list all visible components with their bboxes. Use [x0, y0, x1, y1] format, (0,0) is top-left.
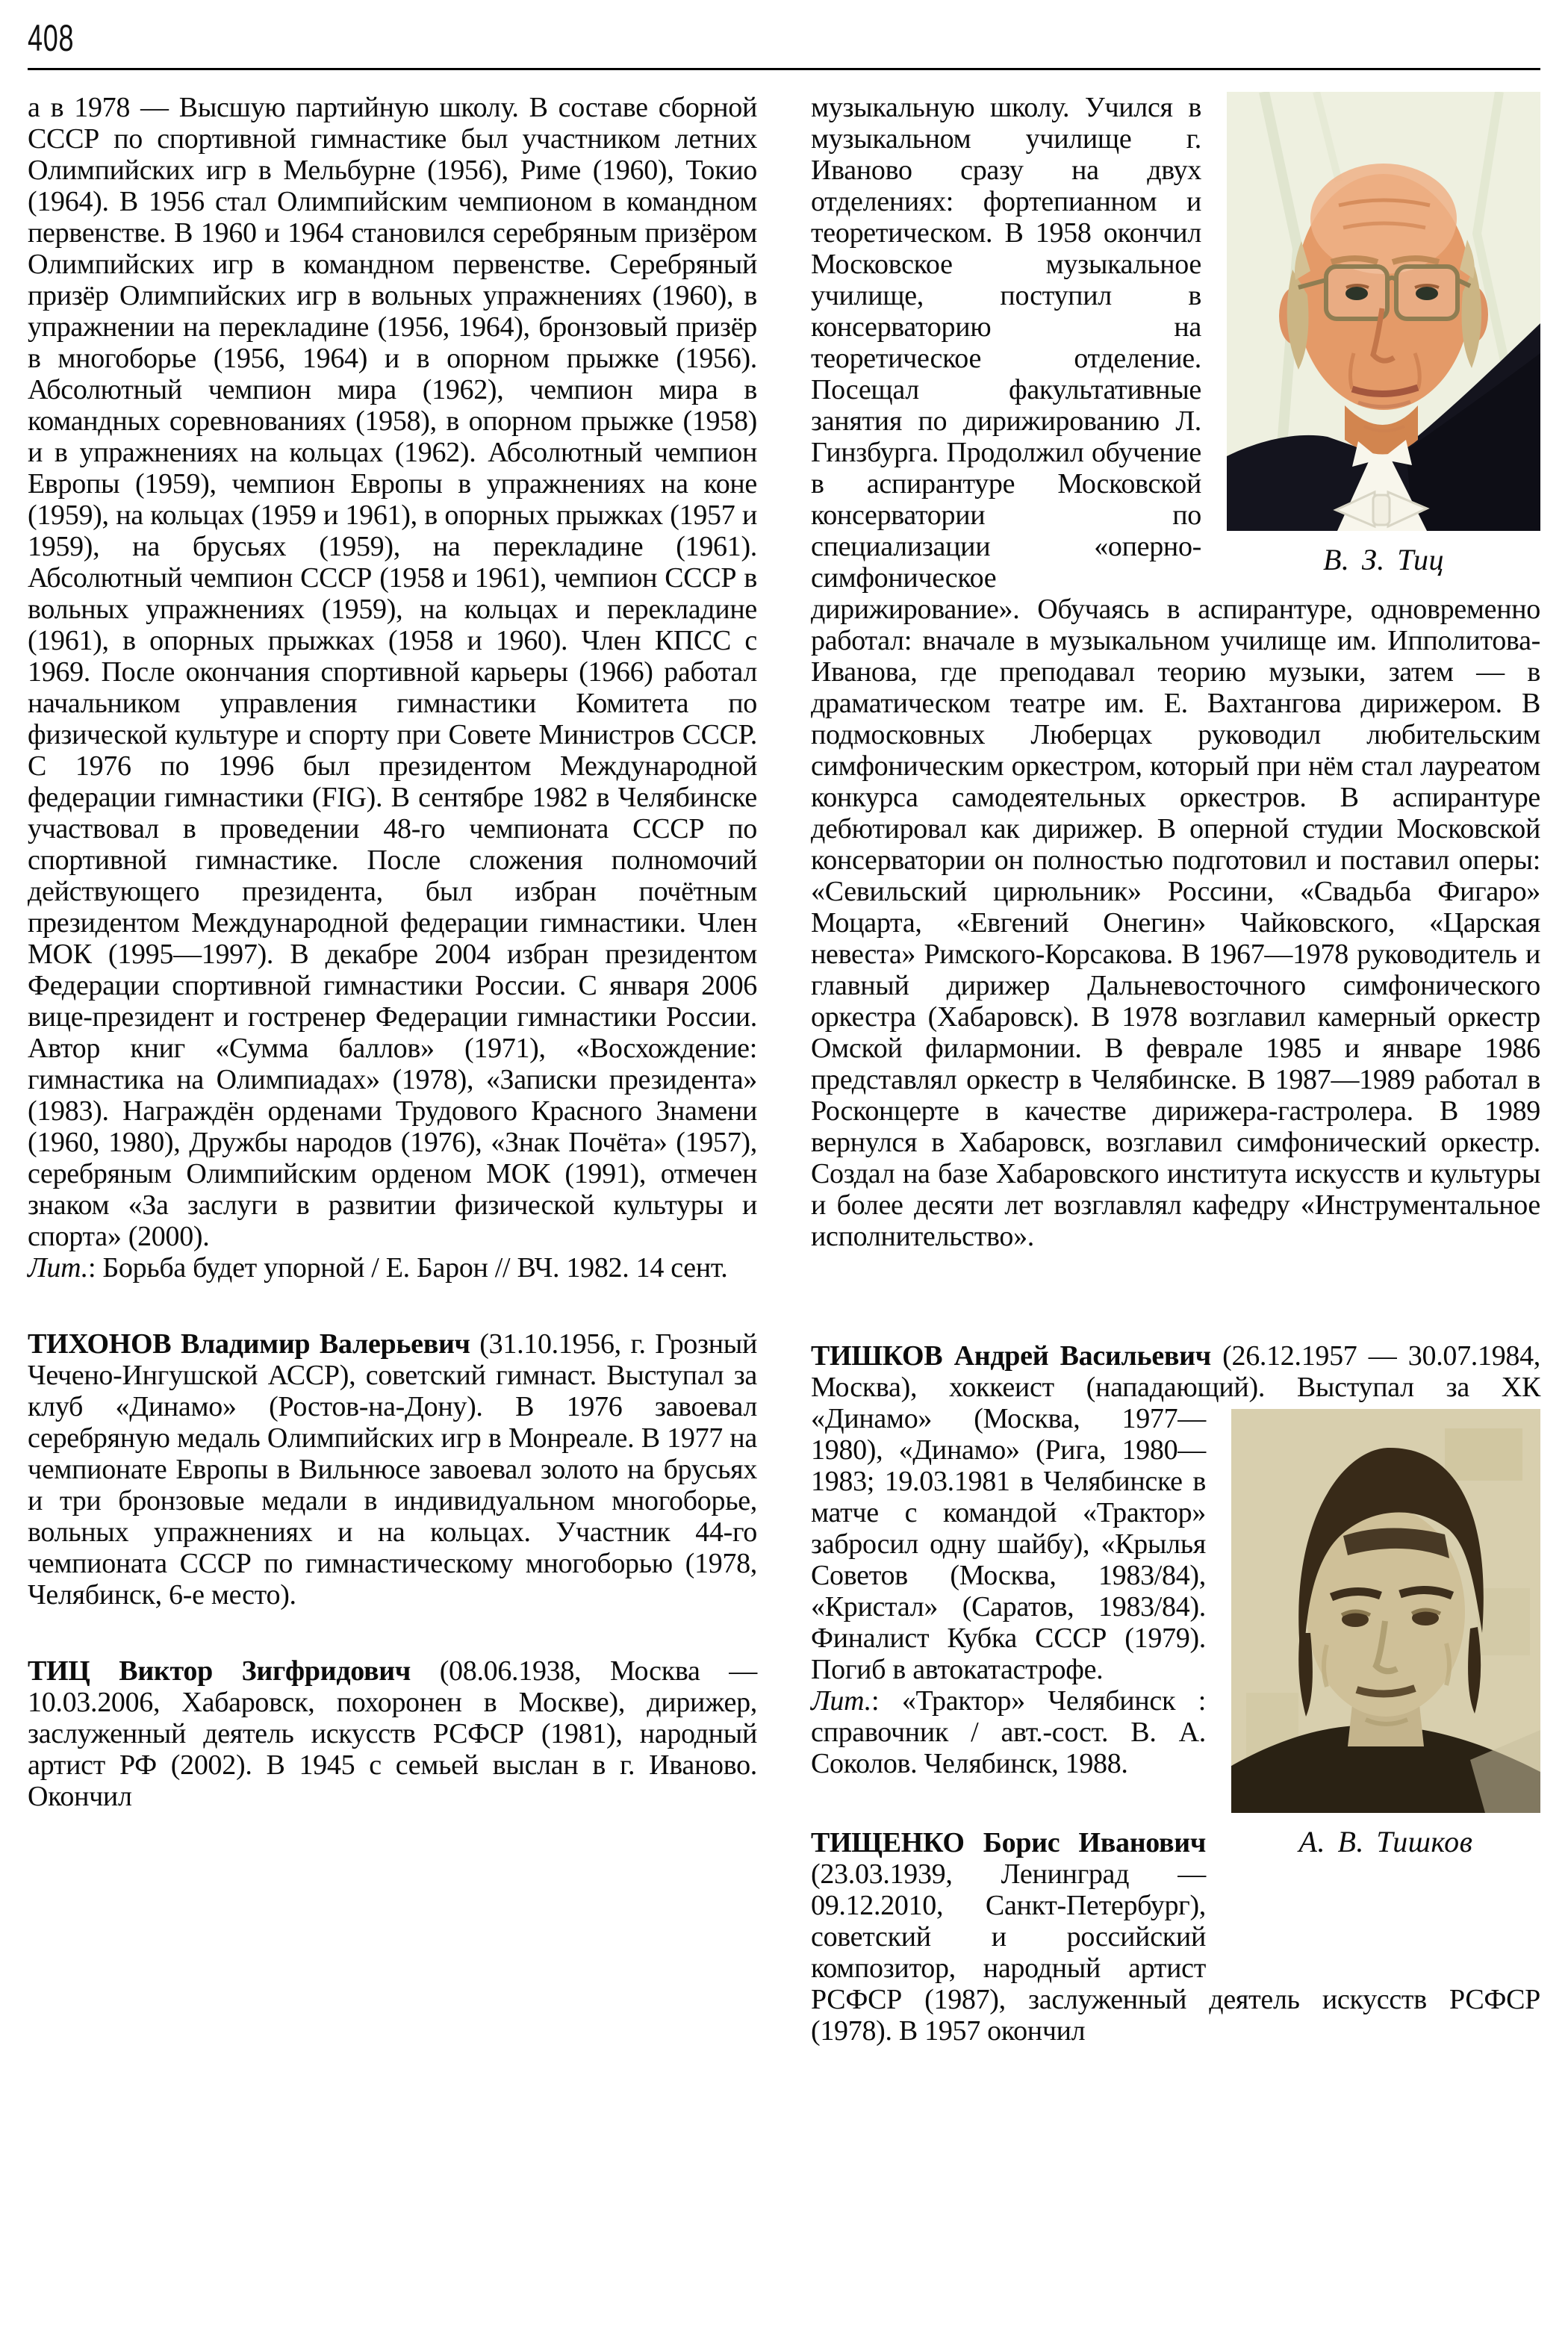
article-headword: ТИЩЕНКО Борис Иванович [811, 1827, 1206, 1858]
article-intro: (26.12.1957 — 30.07.1984, Москва), хоккеист (нападающий). [811, 1340, 1540, 1403]
header-rule [28, 68, 1540, 70]
tits-photo-figure [1227, 92, 1540, 577]
tishkov-photo-figure [1231, 1409, 1540, 1971]
article-headword: ТИХОНОВ Владимир Валерьевич [28, 1328, 470, 1360]
text-columns [28, 92, 1540, 2047]
lit-text: : Борьба будет упорной / Е. Барон // ВЧ. 1982. 14 сент. [87, 1252, 728, 1284]
page-number: 408 [28, 17, 75, 59]
page-header [28, 19, 1540, 70]
article-body: Выступал за ХК «Динамо» (Москва, 1977—1980), «Динамо» (Рига, 1980—1983; 19.03.1981 в Челябинске в матче с командой «Трактор» забросил одну шайбу), «Крылья Советов (Москва, 1983/84), «Кристал» (Саратов, 1983/84). Финалист Кубка СССР (1979). Погиб в автокатастрофе. [811, 1372, 1540, 1685]
tits-portrait-photo [1227, 92, 1540, 531]
article-body: (08.06.1938, Москва — 10.03.2006, Хабаровск, похоронен в Москве), дирижер, заслуженный деятель искусств РСФСР (1981), народный артист РФ (2002). В 1945 с семьей выслан в г. Иваново. Окончил [28, 1655, 758, 1812]
lit-text: : «Трактор» Челябинск : справочник / авт.-сост. В. А. Соколов. Челябинск, 1988. [811, 1685, 1206, 1779]
lit-label: Лит. [28, 1252, 88, 1284]
lit-paragraph [28, 1252, 757, 1284]
continuation-paragraph [28, 92, 757, 1252]
article-body: (23.03.1939, Ленинград — 09.12.2010, Санкт-Петербург), советский и российский композитор, народный артист РСФСР (1987), заслуженный деятель искусств РСФСР (1978). В 1957 окончил [811, 1858, 1540, 2047]
tishkov-portrait-photo [1231, 1409, 1540, 1813]
article-tits [28, 1655, 757, 1812]
tishkov-photo-caption: А. В. Тишков [1298, 1825, 1473, 1858]
tits-continuation-text: музыкальную школу. Учился в музыкальном училище г. Иваново сразу на двух отделениях: фортепианном и теоретическом. В 1958 окончил Московское музыкальное училище, поступил в консерваторию на теоретическое отделение. Посещал факультативные занятия по дирижированию Л. Гинзбурга. Продолжил обучение в аспирантуре Московской консерватории по специализации «оперно-симфоническое дирижирование». Обучаясь в аспирантуре, одновременно работал: вначале в музыкальном училище им. Ипполитова-Иванова, где преподавал теорию музыки, затем — в драматическом театре им. Е. Вахтангова дирижером. В подмосковных Люберцах руководил любительским симфоническим оркестром, который при нём стал лауреатом конкурса самодеятельных оркестров. В аспирантуре дебютировал как дирижер. В оперной студии Московской консерватории он полностью подготовил и поставил оперы: «Севильский цирюльник» Россини, «Свадьба Фигаро» Моцарта, «Евгений Онегин» Чайковского, «Царская невеста» Римского-Корсакова. В 1967—1978 руководитель и главный дирижер Дальневосточного симфонического оркестра (Хабаровск). В 1978 возглавил камерный оркестр Омской филармонии. В феврале 1985 и январе 1986 представлял оркестр в Челябинске. В 1987—1989 работал в Росконцерте в качестве дирижера-гастролера. В 1989 вернулся в Хабаровск, возглавил симфонический оркестр. Создал на базе Хабаровского института искусств и культуры и более десяти лет возглавлял кафедру «Инструментальное исполнительство». [811, 92, 1540, 1252]
left-column [28, 92, 757, 2047]
tits-photo-caption: В. З. Тиц [1322, 543, 1445, 576]
article-headword: ТИШКОВ Андрей Васильевич [811, 1340, 1211, 1372]
continuation-text: а в 1978 — Высшую партийную школу. В составе сборной СССР по спортивной гимнастике был участником летних Олимпийских игр в Мельбурне (1956), Риме (1960), Токио (1964). В 1956 стал Олимпийским чемпионом в командном первенстве. В 1960 и 1964 становился серебряным призёром Олимпийских игр в командном первенстве. Серебряный призёр Олимпийских игр в вольных упражнениях (1960), в упражнении на перекладине (1956, 1964), бронзовый призёр в многоборье (1956, 1964) и в опорном прыжке (1956). Абсолютный чемпион мира (1962), чемпион мира в командных соревнованиях (1958), в опорном прыжке (1958) и в упражнениях на кольцах (1962). Абсолютный чемпион Европы (1959), чемпион Европы в упражнениях на коне (1959), на кольцах (1959 и 1961), в опорных прыжках (1957 и 1959), на брусьях (1959), на перекладине (1961). Абсолютный чемпион СССР (1958 и 1961), чемпион СССР в вольных упражнениях (1959), на кольцах и перекладине (1961), в опорных прыжках (1958 и 1960). Член КПСС с 1969. После окончания спортивной карьеры (1966) работал начальником управления гимнастики Комитета по физической культуре и спорту при Совете Министров СССР. С 1976 по 1996 был президентом Международной федерации гимнастики (FIG). В сентябре 1982 в Челябинске участвовал в проведении 48-го чемпионата СССР по спортивной гимнастике. После сложения полномочий действующего президента, был избран почётным президентом Международной федерации гимнастики. Член МОК (1995—1997). В декабре 2004 избран президентом Федерации спортивной гимнастики России. С января 2006 вице-президент и гостренер Федерации гимнастики России. Автор книг «Сумма баллов» (1971), «Восхождение: гимнастика на Олимпиадах» (1978), «Записки президента» (1983). Награждён орденами Трудового Красного Знамени (1960, 1980), Дружбы народов (1976), «Знак Почёта» (1957), серебряным Олимпийским орденом МОК (1991), отмечен знаком «За заслуги в развитии физической культуры и спорта» (2000). [28, 92, 757, 1252]
article-headword: ТИЦ Виктор Зигфридович [28, 1655, 411, 1687]
right-column [811, 92, 1540, 2047]
lit-label: Лит. [811, 1685, 871, 1717]
article-body: (31.10.1956, г. Грозный Чечено-Ингушской АССР), советский гимнаст. Выступал за клуб «Динамо» (Ростов-на-Дону). В 1976 завоевал серебряную медаль Олимпийских игр в Монреале. В 1977 на чемпионате Европы в Вильнюсе завоевал золото на брусьях и три бронзовые медали в индивидуальном многоборье, вольных упражнениях и на кольцах. Участник 44-го чемпионата СССР по гимнастическому многоборью (1978, Челябинск, 6-е место). [28, 1328, 757, 1611]
article-tikhonov [28, 1328, 757, 1611]
